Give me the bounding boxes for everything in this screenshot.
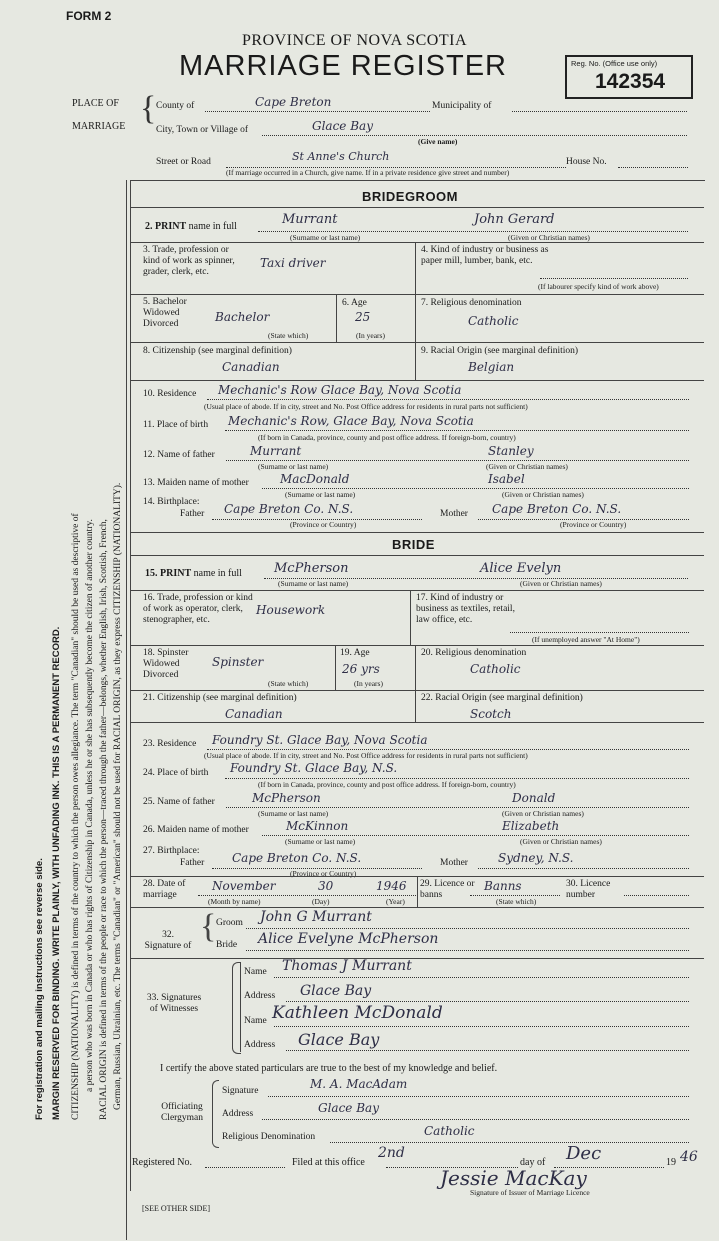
- place-brace: {: [140, 90, 157, 127]
- give-name-caption: (Give name): [418, 137, 458, 146]
- clergy-signature-label: Signature: [222, 1086, 259, 1096]
- rule: [246, 928, 689, 929]
- rule: [226, 460, 689, 461]
- reg-no-box: [565, 55, 693, 99]
- rule: [286, 1001, 689, 1002]
- bride-father-given: Donald: [512, 791, 556, 805]
- reg-no-label: Reg. No. (Office use only): [571, 59, 658, 68]
- rule: [130, 294, 704, 295]
- bride-mother-given-caption: (Given or Christian names): [520, 837, 602, 846]
- rule: [130, 342, 704, 343]
- house-no-label: House No.: [566, 157, 607, 167]
- rule: [130, 722, 704, 723]
- groom-industry-label: 4. Kind of industry or business as paper mill, lumber, bank, etc.: [421, 245, 549, 266]
- municipality-label: Municipality of: [432, 101, 492, 111]
- bride-signature: Alice Evelyne McPherson: [258, 931, 439, 947]
- rule: [225, 778, 689, 779]
- rule: [274, 1026, 689, 1027]
- groom-signature: John G Murrant: [260, 909, 372, 925]
- bride-birth-label: 24. Place of birth: [143, 768, 209, 778]
- groom-bp-mother-label: Mother: [440, 509, 468, 519]
- licence-state-caption: (State which): [496, 897, 537, 906]
- city-label: City, Town or Village of: [156, 125, 248, 135]
- day-of-label: day of: [520, 1157, 546, 1168]
- bride-trade-label: 16. Trade, profession or kind of work as operator, clerk, stenographer, etc.: [143, 593, 253, 625]
- bride-surname: McPherson: [274, 561, 349, 576]
- marriage-day: 30: [318, 879, 334, 893]
- rule: [336, 294, 337, 342]
- groom-father-label: 12. Name of father: [143, 450, 215, 460]
- w2-name-label: Name: [244, 1016, 267, 1026]
- bride-birth-caption: (If born in Canada, province, county and post office address. If foreign-born, country): [258, 780, 516, 789]
- groom-mother-surname: MacDonald: [280, 472, 350, 486]
- groom-print-label: [145, 221, 237, 232]
- signature-of-label: 32. Signature of: [144, 930, 192, 951]
- licence-value: Banns: [484, 879, 522, 893]
- rule: [130, 380, 704, 381]
- page-title: MARRIAGE REGISTER: [179, 50, 507, 82]
- issuer-caption: Signature of Issuer of Marriage Licence: [470, 1188, 590, 1197]
- bride-bp-father-caption: (Province or Country): [290, 869, 357, 878]
- officiating-label: Officiating Clergyman: [160, 1102, 204, 1123]
- bride-religion-value: Catholic: [470, 662, 521, 676]
- groom-residence-caption: (Usual place of abode. If in city, street and No. Post Office address for residents in rural parts not sufficient): [204, 402, 528, 411]
- bride-residence-caption: (Usual place of abode. If in city, street and No. Post Office address for residents in rural parts not sufficient): [204, 751, 528, 760]
- form-number: FORM 2: [66, 9, 112, 23]
- bride-in-years: (In years): [354, 679, 383, 688]
- bride-citizenship-value: Canadian: [225, 707, 283, 721]
- witnesses-label: 33. Signatures of Witnesses: [146, 993, 202, 1014]
- street-value: St Anne's Church: [292, 150, 390, 163]
- rule: [198, 895, 418, 896]
- groom-father-surname: Murrant: [250, 444, 302, 458]
- bride-racial-label: 22. Racial Origin (see marginal definition): [421, 693, 583, 703]
- groom-trade-value: Taxi driver: [260, 256, 326, 270]
- bride-print-label: [145, 568, 242, 579]
- city-value: Glace Bay: [312, 119, 373, 133]
- witness-bracket: [232, 962, 241, 1054]
- bride-status-label: 18. Spinster Widowed Divorced: [143, 648, 189, 680]
- filed-month: Dec: [566, 1143, 602, 1164]
- groom-religion-value: Catholic: [468, 314, 519, 328]
- groom-bp-father-caption: (Province or Country): [290, 520, 357, 529]
- groom-father-given-caption: (Given or Christian names): [486, 462, 568, 471]
- rule: [130, 207, 704, 208]
- margin-citizenship-def-2: a person who was born in Canada or who has rights of Citizenship in Canada, unless he or she has subsequently become the citizen of another country.: [85, 519, 95, 1092]
- month-caption: (Month by name): [208, 897, 261, 906]
- street-label: Street or Road: [156, 157, 211, 167]
- rule: [246, 950, 689, 951]
- bride-bp-mother-value: Sydney, N.S.: [498, 851, 574, 865]
- bride-given: Alice Evelyn: [480, 561, 562, 576]
- bride-state-which: (State which): [268, 679, 309, 688]
- groom-bp-mother-value: Cape Breton Co. N.S.: [492, 502, 622, 516]
- groom-citizenship-value: Canadian: [222, 360, 280, 374]
- rule: [415, 294, 416, 342]
- groom-bp-mother-caption: (Province or Country): [560, 520, 627, 529]
- groom-name-line: [258, 231, 688, 232]
- see-other-side: [SEE OTHER SIDE]: [142, 1204, 210, 1213]
- groom-religion-label: 7. Religious denomination: [421, 298, 522, 308]
- bride-industry-caption: (If unemployed answer "At Home"): [532, 635, 640, 644]
- reg-no-value: 142354: [595, 70, 666, 93]
- filed-year-prefix: 19: [666, 1157, 676, 1168]
- rule: [415, 645, 416, 690]
- county-value: Cape Breton: [255, 95, 332, 109]
- groom-mother-given-caption: (Given or Christian names): [502, 490, 584, 499]
- rule: [268, 1096, 689, 1097]
- bride-residence-label: 23. Residence: [143, 739, 197, 749]
- marriage-label: MARRIAGE: [72, 121, 126, 132]
- rule: [624, 895, 689, 896]
- groom-citizenship-label: 8. Citizenship (see marginal definition): [143, 346, 292, 356]
- groom-given-caption: (Given or Christian names): [508, 233, 590, 242]
- groom-father-surname-caption: (Surname or last name): [258, 462, 329, 471]
- clergy-signature: M. A. MacAdam: [310, 1077, 408, 1091]
- registered-no-label: Registered No.: [132, 1157, 192, 1168]
- groom-surname: Murrant: [282, 212, 338, 227]
- rule: [470, 895, 560, 896]
- rule: [130, 958, 704, 959]
- house-no-line: [618, 167, 688, 168]
- filed-year: 46: [680, 1149, 698, 1165]
- bride-industry-label: 17. Kind of industry or business as textiles, retail, law office, etc.: [416, 593, 515, 625]
- county-line: [205, 111, 430, 112]
- margin-instructions: For registration and mailing instructions see reverse side.: [34, 858, 45, 1120]
- rule: [130, 590, 704, 591]
- rule: [286, 1050, 689, 1051]
- groom-bp-father-label: Father: [180, 509, 205, 519]
- municipality-line: [512, 111, 687, 112]
- bride-racial-value: Scotch: [470, 707, 512, 721]
- rule: [478, 868, 689, 869]
- witness2-name: Kathleen McDonald: [272, 1003, 443, 1023]
- groom-status-label: 5. Bachelor Widowed Divorced: [143, 297, 187, 329]
- bride-residence-value: Foundry St. Glace Bay, Nova Scotia: [212, 733, 428, 747]
- rule: [226, 807, 689, 808]
- frame-double-line: [126, 180, 127, 1240]
- rule: [415, 342, 416, 380]
- bride-given-caption: (Given or Christian names): [520, 579, 602, 588]
- groom-age-label: 6. Age: [342, 298, 367, 308]
- issuer-signature: Jessie MacKay: [440, 1166, 587, 1190]
- province-heading: PROVINCE OF NOVA SCOTIA: [242, 32, 468, 49]
- bride-age-label: 19. Age: [340, 648, 370, 658]
- bride-father-given-caption: (Given or Christian names): [502, 809, 584, 818]
- rule: [335, 645, 336, 690]
- bride-father-label: 25. Name of father: [143, 797, 215, 807]
- bride-heading: BRIDE: [392, 537, 435, 552]
- rule: [262, 1119, 689, 1120]
- w1-address-label: Address: [244, 991, 276, 1001]
- groom-age-value: 25: [355, 310, 371, 324]
- rule: [415, 242, 416, 294]
- w1-name-label: Name: [244, 967, 267, 977]
- bride-birthplace-label: 27. Birthplace:: [143, 846, 200, 856]
- bride-mother-given: Elizabeth: [502, 819, 560, 833]
- licence-label: 29. Licence or banns: [420, 879, 475, 900]
- groom-in-years: (In years): [356, 331, 385, 340]
- rule: [205, 1167, 285, 1168]
- bride-age-value: 26 yrs: [342, 662, 380, 676]
- groom-state-which: (State which): [268, 331, 309, 340]
- bride-bp-father-value: Cape Breton Co. N.S.: [232, 851, 362, 865]
- marriage-year: 1946: [376, 879, 407, 893]
- groom-status-value: Bachelor: [215, 310, 270, 324]
- witness1-name: Thomas J Murrant: [282, 958, 412, 974]
- witness1-address: Glace Bay: [300, 983, 372, 999]
- groom-residence-label: 10. Residence: [143, 389, 197, 399]
- marriage-month: November: [212, 879, 276, 893]
- witness2-address: Glace Bay: [298, 1030, 380, 1049]
- rule: [415, 690, 416, 722]
- rule: [417, 876, 418, 907]
- officiating-bracket: [212, 1080, 219, 1148]
- bride-status-value: Spinster: [212, 655, 264, 669]
- bridegroom-heading: BRIDEGROOM: [362, 189, 458, 204]
- bride-mother-surname-caption: (Surname or last name): [285, 837, 356, 846]
- bride-trade-value: Housework: [256, 603, 326, 617]
- rule: [130, 532, 704, 533]
- groom-birthplace-label: 14. Birthplace:: [143, 497, 200, 507]
- rule: [410, 590, 411, 645]
- groom-birth-caption: (If born in Canada, province, county and post office address. If foreign-born, country): [258, 433, 516, 442]
- rule: [274, 977, 689, 978]
- day-caption: (Day): [312, 897, 330, 906]
- clergy-religion-label: Religious Denomination: [222, 1132, 316, 1142]
- groom-word: Groom: [216, 918, 243, 928]
- licence-number-label: 30. Licence number: [566, 879, 611, 900]
- date-label: 28. Date of marriage: [143, 879, 186, 900]
- groom-birth-value: Mechanic's Row, Glace Bay, Nova Scotia: [228, 414, 474, 428]
- rule: [330, 1142, 689, 1143]
- groom-bp-father-value: Cape Breton Co. N.S.: [224, 502, 354, 516]
- groom-surname-caption: (Surname or last name): [290, 233, 361, 242]
- bride-surname-caption: (Surname or last name): [278, 579, 349, 588]
- groom-mother-label: 13. Maiden name of mother: [143, 478, 249, 488]
- groom-residence-value: Mechanic's Row Glace Bay, Nova Scotia: [218, 383, 462, 397]
- rule: [262, 835, 689, 836]
- bride-religion-label: 20. Religious denomination: [421, 648, 527, 658]
- groom-racial-label: 9. Racial Origin (see marginal definition): [421, 346, 579, 356]
- city-line: [262, 135, 687, 136]
- rule: [540, 278, 688, 279]
- place-of-label: PLACE OF: [72, 98, 119, 109]
- groom-racial-value: Belgian: [468, 360, 515, 374]
- margin-warning: MARGIN RESERVED FOR BINDING. WRITE PLAINLY, WITH UNFADING INK. THIS IS A PERMANENT RECORD.: [51, 626, 62, 1120]
- bride-father-surname-caption: (Surname or last name): [258, 809, 329, 818]
- bride-print-word: 15. PRINT: [145, 568, 192, 579]
- bride-bp-mother-label: Mother: [440, 858, 468, 868]
- w2-address-label: Address: [244, 1040, 276, 1050]
- rule: [130, 645, 704, 646]
- clergy-address: Glace Bay: [318, 1101, 379, 1115]
- clergy-address-label: Address: [222, 1109, 254, 1119]
- margin-racial-def-2: German, Russian, Ukrainian, etc. The terms "Canadian" or "American" should not be used for RACIAL ORIGIN, as they express CITIZENSHIP (NATIONALITY).: [113, 482, 123, 1110]
- filed-label: Filed at this office: [292, 1157, 365, 1168]
- rule: [262, 488, 689, 489]
- bride-birth-value: Foundry St. Glace Bay, N.S.: [230, 761, 398, 775]
- bride-citizenship-label: 21. Citizenship (see marginal definition): [143, 693, 297, 703]
- rule: [130, 555, 704, 556]
- bride-name-in-full: name in full: [193, 568, 242, 579]
- certify-text: I certify the above stated particulars are true to the best of my knowledge and belief.: [160, 1063, 498, 1074]
- groom-birth-label: 11. Place of birth: [143, 420, 209, 430]
- groom-name-in-full: name in full: [188, 221, 237, 232]
- form-frame: [130, 180, 705, 1191]
- groom-mother-surname-caption: (Surname or last name): [285, 490, 356, 499]
- signature-brace: {: [200, 908, 217, 945]
- filed-day: 2nd: [378, 1145, 405, 1161]
- bride-word: Bride: [216, 940, 238, 950]
- rule: [130, 690, 704, 691]
- bride-bp-father-label: Father: [180, 858, 205, 868]
- groom-industry-caption: (If labourer specify kind of work above): [538, 282, 659, 291]
- rule: [225, 430, 689, 431]
- street-note: (If marriage occurred in a Church, give name. If in a private residence give street and number): [226, 168, 510, 177]
- clergy-religion: Catholic: [424, 1124, 475, 1138]
- bride-mother-surname: McKinnon: [286, 819, 349, 833]
- rule: [207, 399, 689, 400]
- groom-given: John Gerard: [474, 212, 555, 227]
- margin-text-block: [33, 483, 125, 1120]
- groom-trade-label: 3. Trade, profession or kind of work as spinner, grader, clerk, etc.: [143, 245, 235, 277]
- county-label: County of: [156, 101, 195, 111]
- bride-father-surname: McPherson: [252, 791, 321, 805]
- rule: [510, 632, 689, 633]
- groom-father-given: Stanley: [488, 444, 534, 458]
- rule: [130, 907, 704, 908]
- year-caption: (Year): [386, 897, 405, 906]
- groom-mother-given: Isabel: [488, 472, 525, 486]
- margin-racial-def: RACIAL ORIGIN is defined in terms of the people or race to which the person—traced through the father—belongs, whether English, Irish, Scottish, French,: [99, 519, 109, 1120]
- rule: [207, 749, 689, 750]
- bride-mother-label: 26. Maiden name of mother: [143, 825, 249, 835]
- rule: [130, 242, 704, 243]
- groom-print-word: 2. PRINT: [145, 221, 187, 232]
- margin-citizenship-def: CITIZENSHIP (NATIONALITY) is defined in terms of the country to which the person owes allegiance. The term "Canadian" should be used as descriptive of: [71, 513, 81, 1120]
